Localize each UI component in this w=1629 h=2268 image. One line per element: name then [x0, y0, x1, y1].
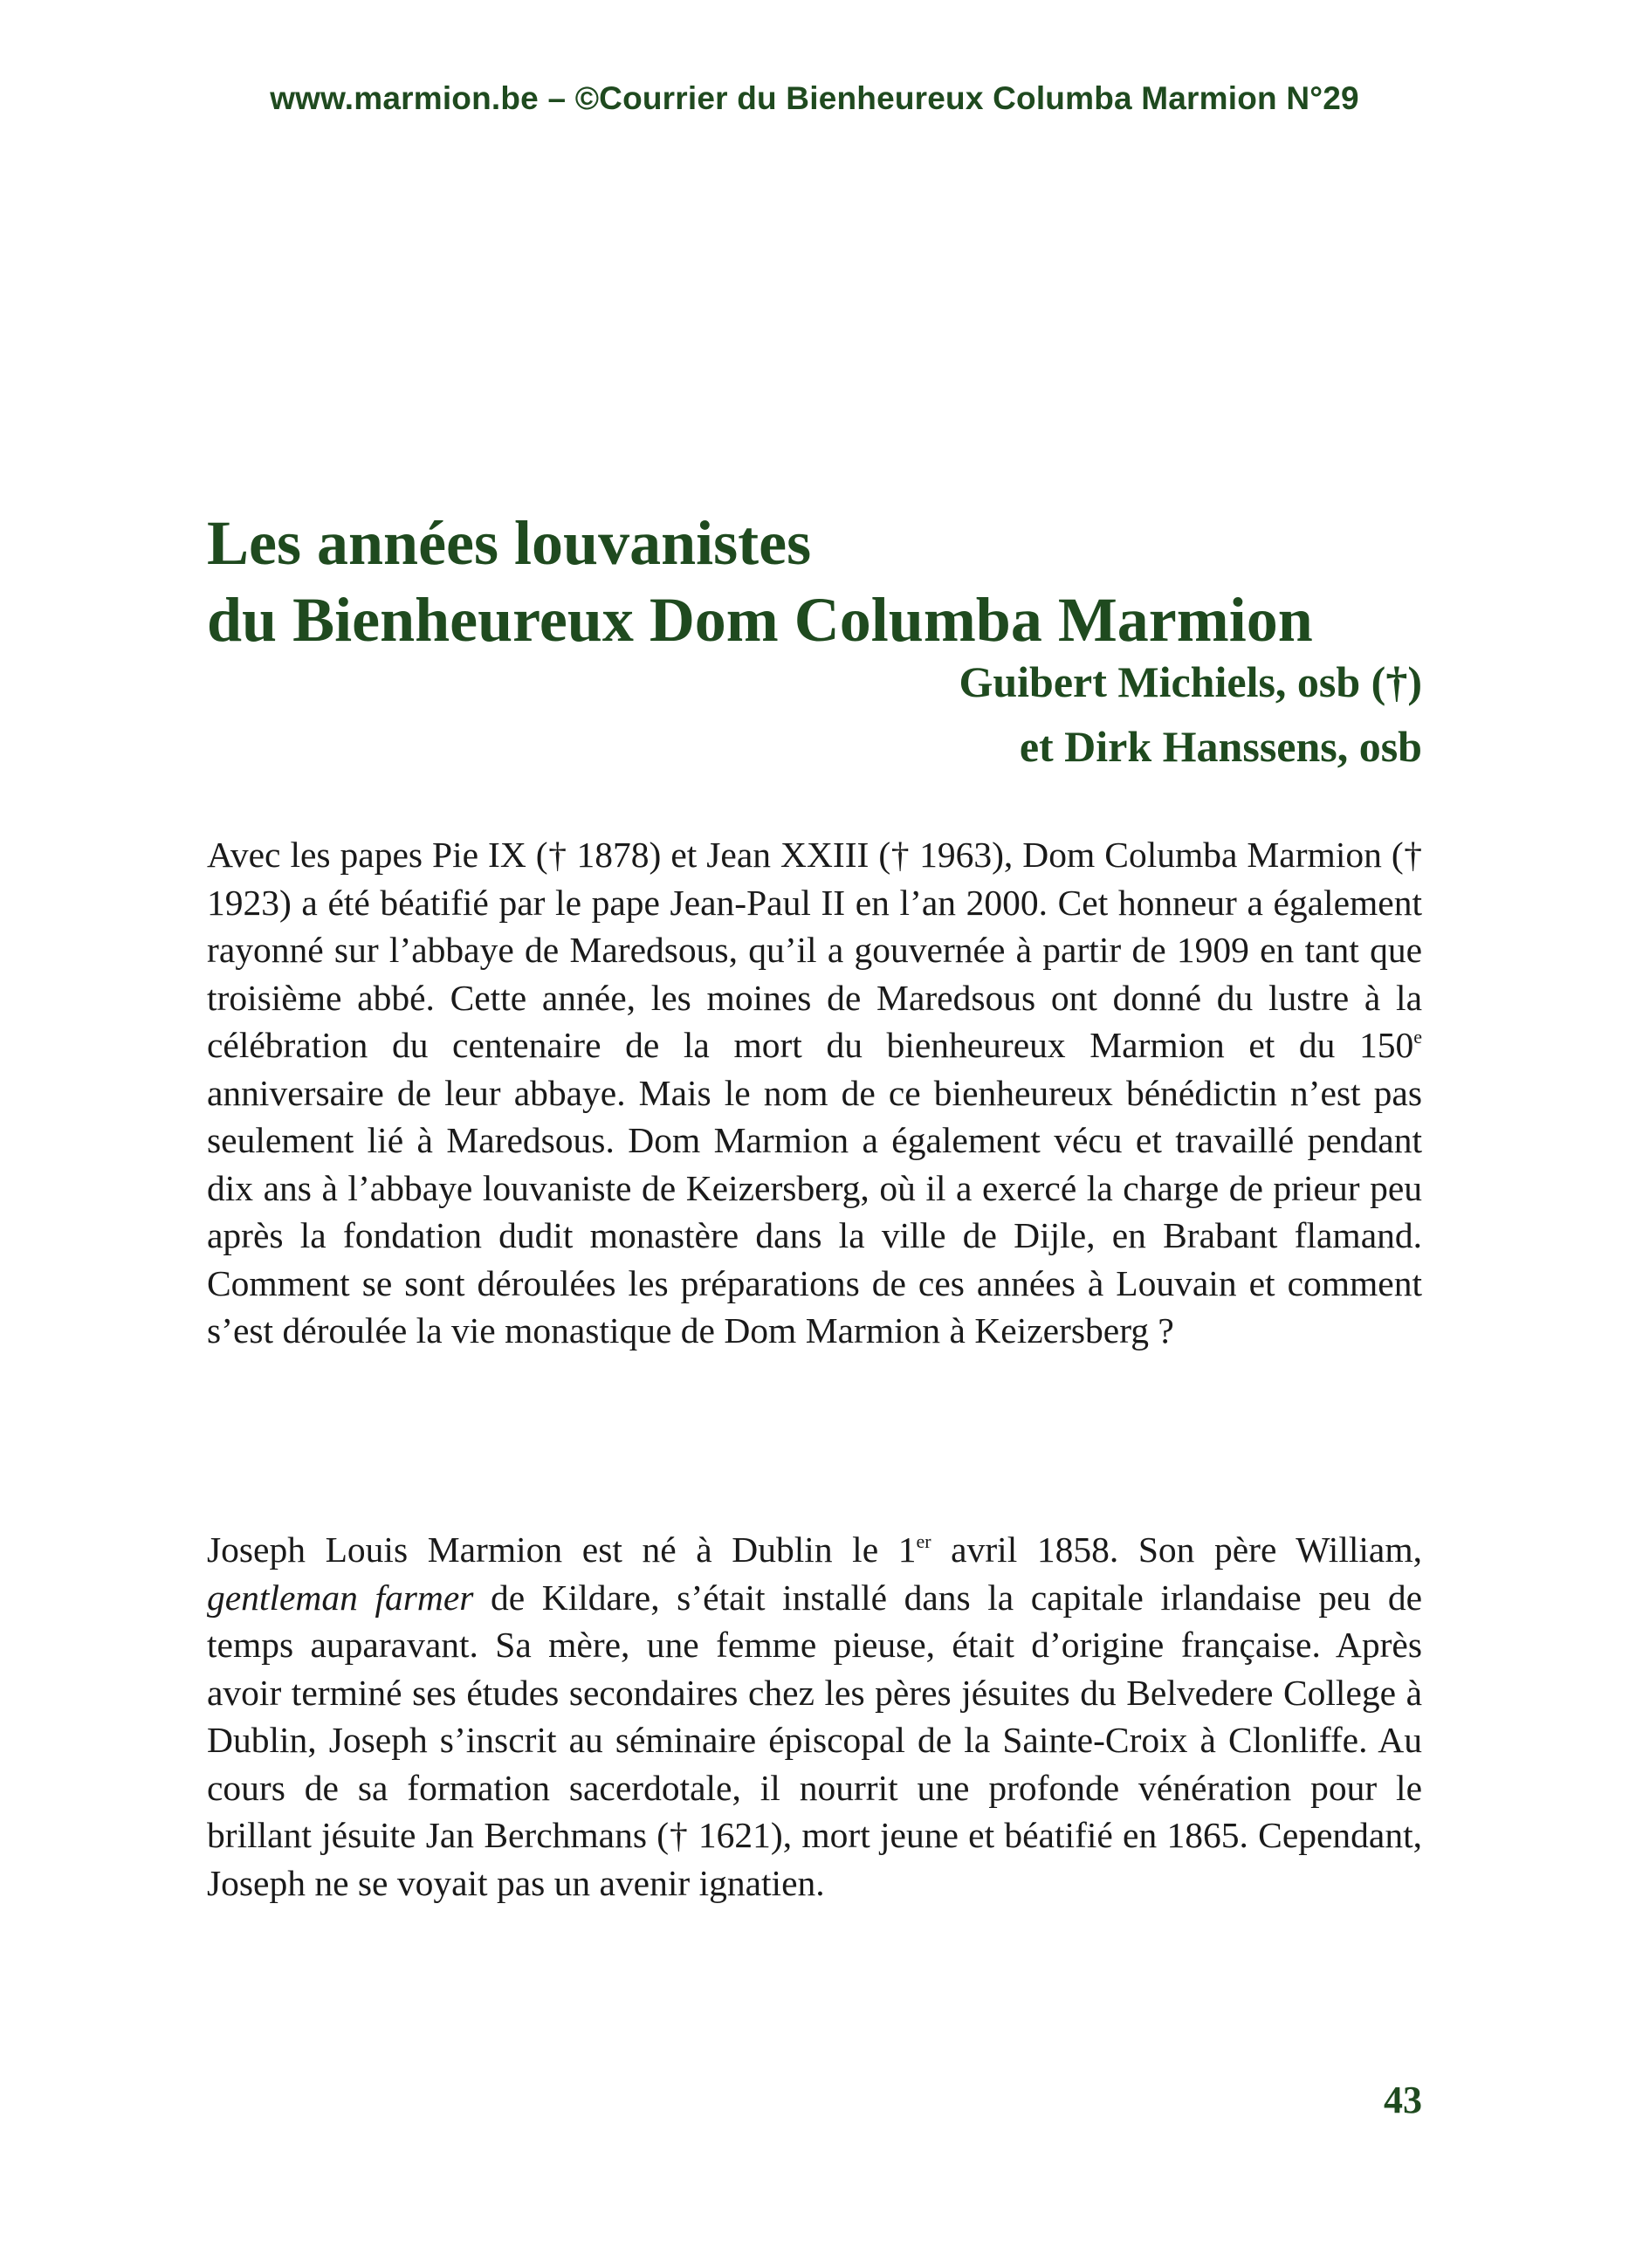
intro-superscript: e — [1413, 1026, 1422, 1048]
author-line-1: Guibert Michiels, osb (†) — [959, 657, 1422, 706]
intro-text-part-1: Avec les papes Pie IX († 1878) et Jean XXIII († 1963), Dom Columba Marmion († 1923) a été béatifié par le pape Jean-Paul II en l’an 2000. Cet honneur a également rayonné sur l’abbaye de Maredsous, qu’il a gouvernée à partir de 1909 en tant que troisième abbé. Cette année, les moines de Maredsous ont donné du lustre à la célébration du centenaire de la mort du bienheureux Marmion et du 150 — [207, 835, 1422, 1065]
intro-paragraph — [207, 831, 1422, 1355]
body-text-part-1: Joseph Louis Marmion est né à Dublin le 1 — [207, 1529, 917, 1570]
body-text-part-2: avril 1858. Son père William, — [931, 1529, 1422, 1570]
running-header: www.marmion.be – ©Courrier du Bienheureux Columba Marmion N°29 — [270, 80, 1359, 116]
article-title-line-1: Les années louvanistes — [207, 508, 812, 578]
intro-text-part-2: anniversaire de leur abbaye. Mais le nom de ce bienheureux bénédictin n’est pas seulement lié à Maredsous. Dom Marmion a également vécu et travaillé pendant dix ans à l’abbaye louvaniste de Keizersberg, où il a exercé la charge de prieur peu après la fondation dudit monastère dans la ville de Dijle, en Brabant flamand. Comment se sont déroulées les préparations de ces années à Louvain et comment s’est déroulée la vie monastique de Dom Marmion à Keizersberg ? — [207, 1072, 1422, 1350]
article-authors — [207, 649, 1422, 779]
article-heading — [207, 505, 1422, 779]
body-italic-phrase: gentleman farmer — [207, 1577, 474, 1618]
author-line-2: et Dirk Hanssens, osb — [1019, 722, 1422, 771]
body-superscript: er — [916, 1530, 931, 1552]
article-title-line-2: du Bienheureux Dom Columba Marmion — [207, 585, 1313, 655]
body-paragraph — [207, 1526, 1422, 1907]
body-text-part-3: de Kildare, s’était installé dans la capitale irlandaise peu de temps auparavant. Sa mère, une femme pieuse, était d’origine française. Après avoir terminé ses études secondaires chez les pères jésuites du Belvedere College à Dublin, Joseph s’inscrit au séminaire épiscopal de la Sainte-Croix à Clonliffe. Au cours de sa formation sacerdotale, il nourrit une profonde vénération pour le brillant jésuite Jan Berchmans († 1621), mort jeune et béatifié en 1865. Cependant, Joseph ne se voyait pas un avenir ignatien. — [207, 1577, 1422, 1903]
page-number: 43 — [1384, 2079, 1422, 2121]
